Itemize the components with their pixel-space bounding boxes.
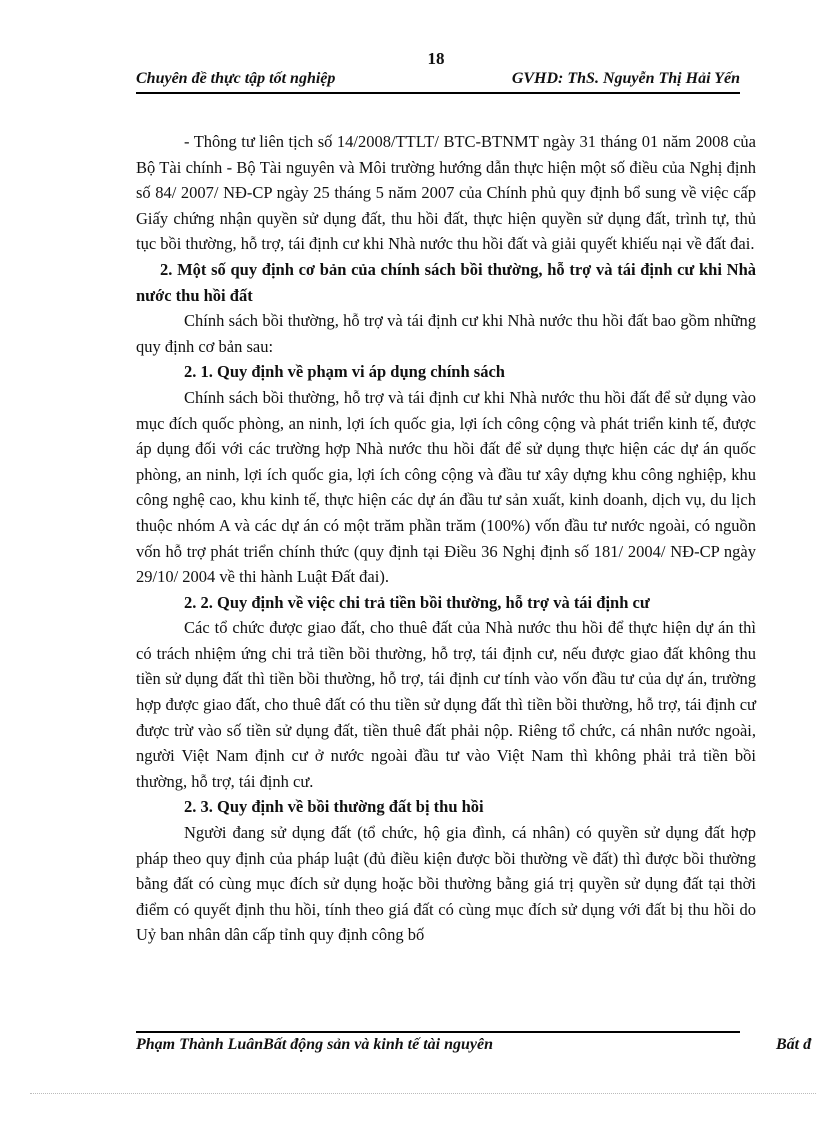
header-supervisor: GVHD: ThS. Nguyễn Thị Hải Yến bbox=[511, 70, 740, 87]
bottom-dotted-line bbox=[30, 1093, 816, 1094]
paragraph: Chính sách bồi thường, hỗ trợ và tái định cư khi Nhà nước thu hồi đất để sử dụng vào mục đích quốc phòng, an ninh, lợi ích quốc gia, lợi ích công cộng và phát triển kinh tế, được áp dụng đối với các trường hợp Nhà nước thu hồi đất để sử dụng thực hiện các dự án quốc phòng, an ninh, lợi ích quốc gia, lợi ích công cộng và đầu tư xây dựng khu công nghiệp, khu công nghệ cao, khu kinh tế, thực hiện các dự án đầu tư sản xuất, kinh doanh, dịch vụ, du lịch thuộc nhóm A và các dự án có một trăm phần trăm (100%) vốn đầu tư nước ngoài, có nguồn vốn hỗ trợ phát triển chính thức (quy định tại Điều 36 Nghị định số 181/ 2004/ NĐ-CP ngày 29/10/ 2004 về thi hành Luật Đất đai). bbox=[136, 387, 756, 587]
header-title: Chuyên đề thực tập tốt nghiệp bbox=[136, 70, 336, 87]
footer-divider bbox=[136, 1031, 740, 1033]
subsection-heading: 2. 2. Quy định về việc chi trả tiền bồi thường, hỗ trợ và tái định cư bbox=[184, 592, 650, 612]
document-body bbox=[136, 129, 756, 948]
section-heading: 2. Một số quy định cơ bản của chính sách bồi thường, hỗ trợ và tái định cư khi Nhà nước thu hồi đất bbox=[136, 259, 756, 305]
footer-author: Phạm Thành LuânBất động sản và kinh tế tài nguyên bbox=[136, 1036, 493, 1053]
paragraph: Các tổ chức được giao đất, cho thuê đất của Nhà nước thu hồi để thực hiện dự án thì có trách nhiệm ứng chi trả tiền bồi thường, hỗ trợ, tái định cư, nếu được giao đất không thu tiền sử dụng đất thì tiền bồi thường, hỗ trợ, tái định cư tính vào vốn đầu tư của dự án, trường hợp được giao đất, cho thuê đất có thu tiền sử dụng đất thì tiền bồi thường, hỗ trợ, tái định cư được trừ vào số tiền sử dụng đất, tiền thuê đất phải nộp. Riêng tổ chức, cá nhân nước ngoài, người Việt Nam định cư ở nước ngoài đầu tư vào Việt Nam thì không phải trả tiền bồi thường, hỗ trợ, tái định cư. bbox=[136, 618, 756, 791]
page-number: 18 bbox=[427, 49, 445, 68]
subsection-heading: 2. 1. Quy định về phạm vi áp dụng chính sách bbox=[184, 362, 505, 382]
subsection-heading: 2. 3. Quy định về bồi thường đất bị thu hồi bbox=[184, 797, 484, 817]
footer-right: Bất đ bbox=[776, 1036, 812, 1053]
paragraph: - Thông tư liên tịch số 14/2008/TTLT/ BTC-BTNMT ngày 31 tháng 01 năm 2008 của Bộ Tài chính - Bộ Tài nguyên và Môi trường hướng dẫn thực hiện một số điều của Nghị định số 84/ 2007/ NĐ-CP ngày 25 tháng 5 năm 2007 của Chính phủ quy định bổ sung về việc cấp Giấy chứng nhận quyền sử dụng đất, thu hồi đất, thực hiện quyền sử dụng đất, trình tự, thủ tục bồi thường, hỗ trợ, tái định cư khi Nhà nước thu hồi đất và giải quyết khiếu nại về đất đai. bbox=[136, 132, 756, 254]
paragraph: Chính sách bồi thường, hỗ trợ và tái định cư khi Nhà nước thu hồi đất bao gồm những quy định cơ bản sau: bbox=[136, 311, 756, 356]
page-header bbox=[136, 68, 740, 94]
page-footer bbox=[136, 1036, 816, 1060]
paragraph: Người đang sử dụng đất (tổ chức, hộ gia đình, cá nhân) có quyền sử dụng đất hợp pháp theo quy định của pháp luật (đủ điều kiện được bồi thường về đất) thì được bồi thường bằng đất có cùng mục đích sử dụng hoặc bồi thường bằng giá trị quyền sử dụng đất tại thời điểm có quyết định thu hồi, tính theo giá đất có cùng mục đích sử dụng với đất bị thu hồi do Uỷ ban nhân dân cấp tỉnh quy định công bố bbox=[136, 823, 756, 945]
